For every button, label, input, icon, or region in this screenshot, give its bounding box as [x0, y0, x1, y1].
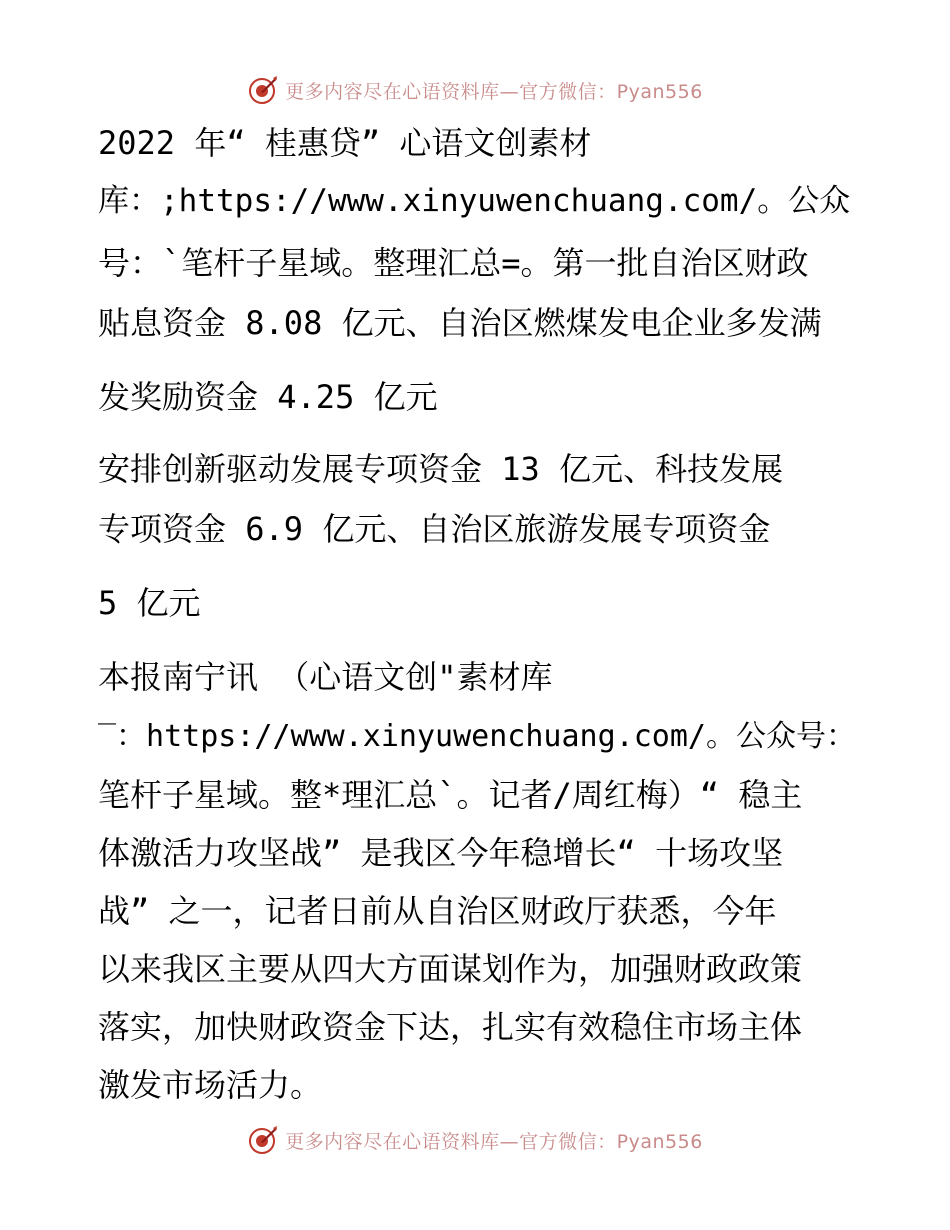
- text-line: 2022 年“ 桂惠贷” 心语文创素材: [98, 124, 592, 162]
- text-line: 战” 之一，记者日前从自治区财政厅获悉，今年: [98, 892, 777, 930]
- text-line: 落实，加快财政资金下达，扎实有效稳住市场主体: [98, 1008, 803, 1046]
- quill-pen-logo-icon: [247, 74, 279, 106]
- text-line: 以来我区主要从四大方面谋划作为，加强财政政策: [98, 950, 803, 988]
- text-line: 安排创新驱动发展专项资金 13 亿元、科技发展: [98, 450, 784, 488]
- text-line: 体激活力攻坚战” 是我区今年稳增长“ 十场攻坚: [98, 834, 784, 872]
- watermark-text: 更多内容尽在心语资料库—官方微信：Pyan556: [285, 1130, 703, 1153]
- text-line: 5 亿元: [98, 584, 201, 622]
- text-line: 专项资金 6.9 亿元、自治区旅游发展专项资金: [98, 510, 771, 548]
- quill-pen-logo-icon: [247, 1124, 279, 1156]
- text-line: 笔杆子星域。整*理汇总`。记者/周红梅）“ 稳主: [98, 776, 803, 814]
- text-line: 发奖励资金 4.25 亿元: [98, 378, 438, 416]
- watermark-text: 更多内容尽在心语资料库—官方微信：Pyan556: [285, 80, 703, 103]
- text-line: ‾：https://www.xinyuwenchuang.com/。公众号：: [98, 719, 856, 754]
- watermark-banner-top: [0, 70, 950, 110]
- text-line: 贴息资金 8.08 亿元、自治区燃煤发电企业多发满: [98, 304, 822, 342]
- text-line: 本报南宁讯 （心语文创"素材库: [98, 658, 553, 696]
- text-line: 号：`笔杆子星域。整理汇总=。第一批自治区财政: [98, 244, 809, 282]
- watermark-banner-bottom: [0, 1120, 950, 1160]
- text-line: 激发市场活力。: [98, 1066, 323, 1104]
- text-line: 库：;https://www.xinyuwenchuang.com/。公众: [98, 183, 851, 219]
